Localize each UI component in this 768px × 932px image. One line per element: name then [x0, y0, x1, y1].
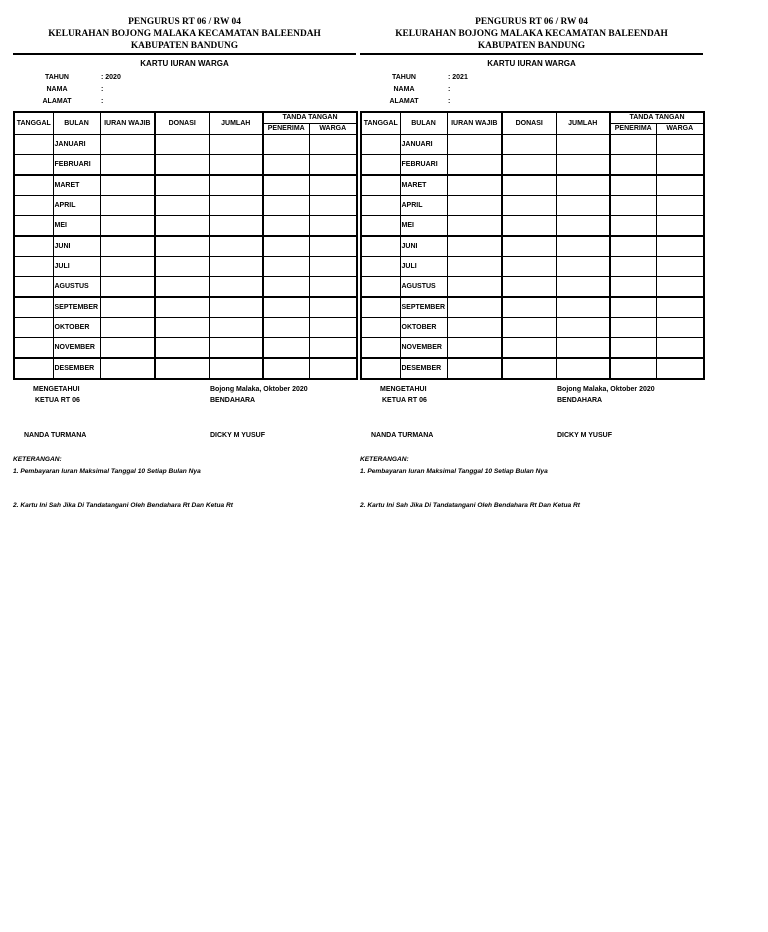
bendahara-name: DICKY M YUSUF	[210, 432, 265, 439]
donasi-cell	[155, 155, 209, 176]
iuran-wajib-cell	[447, 155, 502, 176]
ketua-name: NANDA TURMANA	[371, 432, 434, 439]
jumlah-cell	[556, 338, 610, 359]
tanggal-cell	[361, 175, 400, 196]
month-cell: JANUARI	[400, 135, 447, 155]
month-row	[361, 257, 704, 277]
month-cell: NOVEMBER	[53, 338, 100, 359]
info-row-tahun	[360, 72, 703, 84]
warga-cell	[656, 236, 704, 257]
tahun-label: TAHUN	[392, 74, 416, 81]
donasi-cell	[155, 236, 209, 257]
signature-block	[360, 384, 703, 454]
penerima-cell	[263, 257, 309, 277]
tanggal-cell	[361, 196, 400, 216]
month-cell: MEI	[400, 216, 447, 237]
iuran-wajib-cell	[100, 196, 155, 216]
penerima-cell	[263, 358, 309, 379]
tanggal-cell	[361, 277, 400, 298]
month-row	[14, 358, 357, 379]
signature-block	[13, 384, 356, 454]
jumlah-cell	[209, 216, 263, 237]
tanggal-cell	[361, 257, 400, 277]
warga-cell	[309, 318, 357, 338]
month-row	[14, 318, 357, 338]
donasi-cell	[502, 175, 556, 196]
warga-cell	[309, 155, 357, 176]
header-line-3: KABUPATEN BANDUNG	[130, 41, 239, 51]
penerima-cell	[263, 175, 309, 196]
tahun-value: : 2020	[101, 74, 121, 81]
jumlah-cell	[556, 277, 610, 298]
month-row	[361, 175, 704, 196]
warga-cell	[656, 196, 704, 216]
iuran-wajib-cell	[447, 236, 502, 257]
tanggal-cell	[14, 338, 53, 359]
col-donasi: DONASI	[502, 112, 556, 135]
mengetahui-label: MENGETAHUI	[380, 386, 427, 393]
ketua-name: NANDA TURMANA	[24, 432, 87, 439]
tanggal-cell	[361, 236, 400, 257]
penerima-cell	[610, 196, 656, 216]
donasi-cell	[155, 338, 209, 359]
donasi-cell	[155, 297, 209, 318]
iuran-wajib-cell	[447, 358, 502, 379]
iuran-wajib-cell	[447, 338, 502, 359]
jumlah-cell	[556, 175, 610, 196]
bendahara-label: BENDAHARA	[210, 397, 256, 404]
tanggal-cell	[14, 175, 53, 196]
notes-heading: KETERANGAN:	[360, 456, 409, 463]
month-row	[14, 175, 357, 196]
jumlah-cell	[209, 155, 263, 176]
penerima-cell	[610, 318, 656, 338]
jumlah-cell	[209, 297, 263, 318]
warga-cell	[656, 358, 704, 379]
month-cell: OKTOBER	[53, 318, 100, 338]
tanggal-cell	[361, 338, 400, 359]
penerima-cell	[263, 216, 309, 237]
tanggal-cell	[14, 297, 53, 318]
alamat-value: :	[101, 98, 104, 105]
member-info	[13, 72, 356, 108]
penerima-cell	[610, 338, 656, 359]
col-jumlah: JUMLAH	[209, 112, 263, 135]
month-cell: MARET	[53, 175, 100, 196]
col-penerima: PENERIMA	[610, 124, 656, 135]
warga-cell	[309, 257, 357, 277]
tanggal-cell	[361, 358, 400, 379]
jumlah-cell	[556, 135, 610, 155]
penerima-cell	[263, 338, 309, 359]
month-row	[361, 135, 704, 155]
info-row-alamat	[360, 96, 703, 108]
col-bulan: BULAN	[53, 112, 100, 135]
penerima-cell	[610, 236, 656, 257]
note-1: 1. Pembayaran Iuran Maksimal Tanggal 10 Setiap Bulan Nya	[13, 468, 201, 475]
org-header	[13, 16, 356, 52]
penerima-cell	[263, 196, 309, 216]
donasi-cell	[155, 216, 209, 237]
note-1: 1. Pembayaran Iuran Maksimal Tanggal 10 Setiap Bulan Nya	[360, 468, 548, 475]
donasi-cell	[502, 196, 556, 216]
nama-label: NAMA	[46, 86, 68, 93]
month-row	[14, 297, 357, 318]
warga-cell	[309, 196, 357, 216]
penerima-cell	[263, 318, 309, 338]
header-divider	[13, 53, 356, 55]
header-line-2: KELURAHAN BOJONG MALAKA KECAMATAN BALEENDAH	[48, 29, 321, 39]
month-cell: DESEMBER	[400, 358, 447, 379]
month-cell: SEPTEMBER	[53, 297, 100, 318]
month-row	[361, 358, 704, 379]
col-warga: WARGA	[656, 124, 704, 135]
note-2: 2. Kartu Ini Sah Jika Di Tandatangani Oleh Bendahara Rt Dan Ketua Rt	[13, 502, 233, 509]
iuran-wajib-cell	[100, 297, 155, 318]
col-warga: WARGA	[309, 124, 357, 135]
iuran-wajib-cell	[100, 257, 155, 277]
ketua-rt-label: KETUA RT 06	[382, 397, 427, 404]
iuran-wajib-cell	[100, 135, 155, 155]
month-rows	[361, 135, 704, 380]
penerima-cell	[263, 277, 309, 298]
month-cell: JUNI	[400, 236, 447, 257]
donasi-cell	[155, 277, 209, 298]
donasi-cell	[502, 297, 556, 318]
warga-cell	[309, 297, 357, 318]
donasi-cell	[502, 135, 556, 155]
col-jumlah: JUMLAH	[556, 112, 610, 135]
donasi-cell	[502, 358, 556, 379]
warga-cell	[656, 297, 704, 318]
month-cell: JANUARI	[53, 135, 100, 155]
jumlah-cell	[209, 338, 263, 359]
jumlah-cell	[556, 257, 610, 277]
month-row	[14, 236, 357, 257]
iuran-wajib-cell	[447, 257, 502, 277]
warga-cell	[309, 236, 357, 257]
jumlah-cell	[556, 155, 610, 176]
penerima-cell	[610, 277, 656, 298]
jumlah-cell	[556, 297, 610, 318]
month-row	[361, 236, 704, 257]
month-cell: SEPTEMBER	[400, 297, 447, 318]
month-cell: AGUSTUS	[400, 277, 447, 298]
jumlah-cell	[209, 236, 263, 257]
nama-value: :	[448, 86, 451, 93]
tanggal-cell	[361, 297, 400, 318]
iuran-wajib-cell	[447, 175, 502, 196]
dues-card-2	[360, 16, 703, 512]
jumlah-cell	[209, 358, 263, 379]
dues-card-1	[13, 16, 356, 512]
member-info	[360, 72, 703, 108]
warga-cell	[309, 175, 357, 196]
alamat-label: ALAMAT	[42, 98, 72, 105]
iuran-wajib-cell	[447, 277, 502, 298]
header-line-1: PENGURUS RT 06 / RW 04	[128, 17, 241, 27]
iuran-wajib-cell	[100, 277, 155, 298]
donasi-cell	[502, 277, 556, 298]
iuran-wajib-cell	[100, 155, 155, 176]
tanggal-cell	[14, 318, 53, 338]
warga-cell	[656, 277, 704, 298]
donasi-cell	[155, 358, 209, 379]
donasi-cell	[155, 257, 209, 277]
iuran-wajib-cell	[447, 318, 502, 338]
penerima-cell	[263, 135, 309, 155]
nama-value: :	[101, 86, 104, 93]
bendahara-name: DICKY M YUSUF	[557, 432, 612, 439]
ketua-rt-label: KETUA RT 06	[35, 397, 80, 404]
warga-cell	[309, 277, 357, 298]
month-row	[14, 277, 357, 298]
tahun-label: TAHUN	[45, 74, 69, 81]
tanggal-cell	[14, 257, 53, 277]
donasi-cell	[155, 196, 209, 216]
warga-cell	[656, 155, 704, 176]
col-iuran-wajib: IURAN WAJIB	[100, 112, 155, 135]
warga-cell	[309, 135, 357, 155]
warga-cell	[656, 318, 704, 338]
card-title: KARTU IURAN WARGA	[487, 59, 576, 68]
jumlah-cell	[556, 196, 610, 216]
month-cell: NOVEMBER	[400, 338, 447, 359]
iuran-wajib-cell	[100, 358, 155, 379]
month-cell: MARET	[400, 175, 447, 196]
info-row-alamat	[13, 96, 356, 108]
col-penerima: PENERIMA	[263, 124, 309, 135]
notes-block	[13, 454, 356, 512]
tanggal-cell	[14, 196, 53, 216]
month-row	[14, 216, 357, 237]
header-line-1: PENGURUS RT 06 / RW 04	[475, 17, 588, 27]
penerima-cell	[610, 135, 656, 155]
col-donasi: DONASI	[155, 112, 209, 135]
donasi-cell	[502, 236, 556, 257]
iuran-wajib-cell	[100, 175, 155, 196]
header-line-3: KABUPATEN BANDUNG	[477, 41, 586, 51]
nama-label: NAMA	[393, 86, 415, 93]
info-row-nama	[360, 84, 703, 96]
month-row	[361, 277, 704, 298]
penerima-cell	[610, 358, 656, 379]
tanggal-cell	[14, 277, 53, 298]
donasi-cell	[155, 175, 209, 196]
jumlah-cell	[209, 175, 263, 196]
tanggal-cell	[361, 216, 400, 237]
info-row-tahun	[13, 72, 356, 84]
donasi-cell	[155, 318, 209, 338]
penerima-cell	[610, 155, 656, 176]
month-row	[361, 297, 704, 318]
donasi-cell	[502, 257, 556, 277]
col-tanda-tangan: TANDA TANGAN	[610, 112, 704, 124]
donasi-cell	[155, 135, 209, 155]
iuran-wajib-cell	[100, 216, 155, 237]
month-cell: FEBRUARI	[400, 155, 447, 176]
jumlah-cell	[556, 318, 610, 338]
warga-cell	[309, 338, 357, 359]
donasi-cell	[502, 155, 556, 176]
month-cell: JULI	[53, 257, 100, 277]
info-row-nama	[13, 84, 356, 96]
penerima-cell	[610, 297, 656, 318]
col-iuran-wajib: IURAN WAJIB	[447, 112, 502, 135]
alamat-value: :	[448, 98, 451, 105]
month-row	[361, 318, 704, 338]
jumlah-cell	[209, 196, 263, 216]
month-row	[361, 155, 704, 176]
month-cell: MEI	[53, 216, 100, 237]
penerima-cell	[610, 257, 656, 277]
tanggal-cell	[14, 135, 53, 155]
tahun-value: : 2021	[448, 74, 468, 81]
penerima-cell	[263, 297, 309, 318]
alamat-label: ALAMAT	[389, 98, 419, 105]
header-divider	[360, 53, 703, 55]
donasi-cell	[502, 318, 556, 338]
bendahara-label: BENDAHARA	[557, 397, 603, 404]
month-row	[361, 216, 704, 237]
header-line-2: KELURAHAN BOJONG MALAKA KECAMATAN BALEENDAH	[395, 29, 668, 39]
month-row	[14, 135, 357, 155]
place-date: Bojong Malaka, Oktober 2020	[210, 386, 308, 393]
donasi-cell	[502, 338, 556, 359]
iuran-wajib-cell	[447, 216, 502, 237]
iuran-wajib-cell	[447, 196, 502, 216]
card-title: KARTU IURAN WARGA	[140, 59, 229, 68]
tanggal-cell	[14, 155, 53, 176]
iuran-wajib-cell	[447, 297, 502, 318]
month-cell: OKTOBER	[400, 318, 447, 338]
iuran-wajib-cell	[100, 338, 155, 359]
warga-cell	[309, 216, 357, 237]
jumlah-cell	[209, 318, 263, 338]
col-tanda-tangan: TANDA TANGAN	[263, 112, 357, 124]
mengetahui-label: MENGETAHUI	[33, 386, 80, 393]
tanggal-cell	[14, 236, 53, 257]
month-cell: DESEMBER	[53, 358, 100, 379]
tanggal-cell	[361, 318, 400, 338]
tanggal-cell	[14, 216, 53, 237]
jumlah-cell	[556, 358, 610, 379]
donasi-cell	[502, 216, 556, 237]
jumlah-cell	[556, 216, 610, 237]
warga-cell	[656, 216, 704, 237]
penerima-cell	[610, 216, 656, 237]
penerima-cell	[263, 236, 309, 257]
month-row	[361, 196, 704, 216]
jumlah-cell	[209, 257, 263, 277]
col-tanggal: TANGGAL	[14, 112, 53, 135]
tanggal-cell	[361, 135, 400, 155]
jumlah-cell	[556, 236, 610, 257]
warga-cell	[309, 358, 357, 379]
month-rows	[14, 135, 357, 380]
month-row	[361, 338, 704, 359]
tanggal-cell	[361, 155, 400, 176]
iuran-wajib-cell	[100, 318, 155, 338]
dues-table	[13, 111, 358, 380]
month-cell: APRIL	[400, 196, 447, 216]
jumlah-cell	[209, 277, 263, 298]
month-cell: JUNI	[53, 236, 100, 257]
iuran-wajib-cell	[447, 135, 502, 155]
warga-cell	[656, 175, 704, 196]
org-header	[360, 16, 703, 52]
penerima-cell	[610, 175, 656, 196]
month-row	[14, 338, 357, 359]
month-cell: JULI	[400, 257, 447, 277]
notes-block	[360, 454, 703, 512]
col-bulan: BULAN	[400, 112, 447, 135]
warga-cell	[656, 338, 704, 359]
dues-table	[360, 111, 705, 380]
jumlah-cell	[209, 135, 263, 155]
month-row	[14, 196, 357, 216]
place-date: Bojong Malaka, Oktober 2020	[557, 386, 655, 393]
month-row	[14, 257, 357, 277]
col-tanggal: TANGGAL	[361, 112, 400, 135]
iuran-wajib-cell	[100, 236, 155, 257]
note-2: 2. Kartu Ini Sah Jika Di Tandatangani Oleh Bendahara Rt Dan Ketua Rt	[360, 502, 580, 509]
penerima-cell	[263, 155, 309, 176]
tanggal-cell	[14, 358, 53, 379]
month-cell: AGUSTUS	[53, 277, 100, 298]
warga-cell	[656, 135, 704, 155]
warga-cell	[656, 257, 704, 277]
month-cell: FEBRUARI	[53, 155, 100, 176]
month-row	[14, 155, 357, 176]
notes-heading: KETERANGAN:	[13, 456, 62, 463]
month-cell: APRIL	[53, 196, 100, 216]
